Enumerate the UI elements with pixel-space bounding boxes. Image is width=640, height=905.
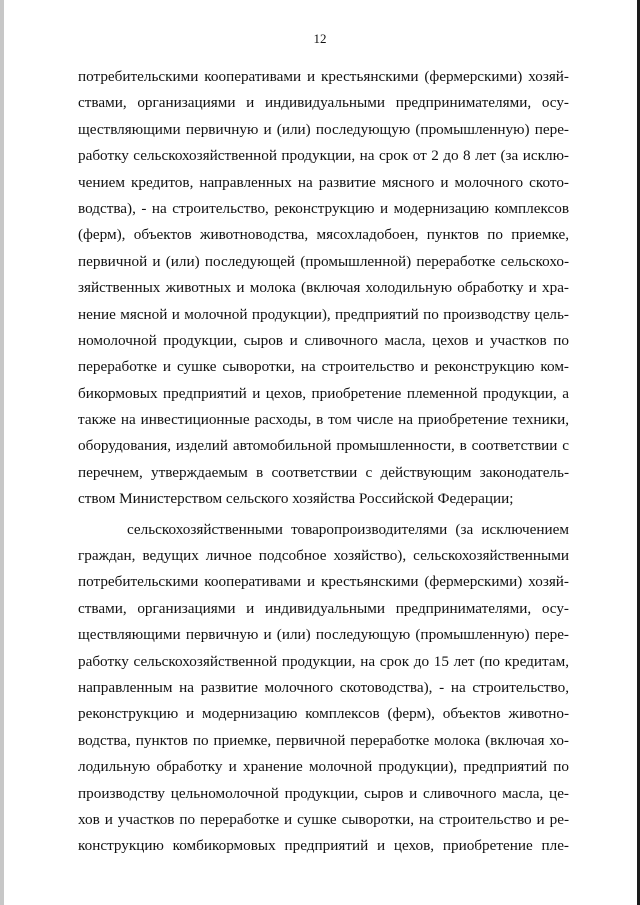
text-line: также на инвестиционные расходы, в том числе на приобретение техники, <box>78 411 569 429</box>
text-line: потребительскими кооперативами и крестьянскими (фермерскими) хозяй- <box>78 68 569 85</box>
text-line: водства, пунктов по приемке, первичной переработке молока (включая хо- <box>78 731 569 749</box>
text-line: хов и участков по переработке и сушке сыворотки, на строительство и ре- <box>78 810 569 828</box>
text-line: реконструкцию и модернизацию комплексов (ферм), объектов животно- <box>78 705 569 723</box>
text-line: направленным на развитие молочного скотоводства), - на строительство, <box>78 678 569 696</box>
text-line: граждан, ведущих личное подсобное хозяйство), сельскохозяйственными <box>78 547 569 565</box>
text-line: (ферм), объектов животноводства, мясохладобоен, пунктов по приемке, <box>78 226 569 244</box>
text-line: номолочной продукции, сыров и сливочного масла, цехов и участков по <box>78 331 569 349</box>
paragraph-2 <box>78 517 569 860</box>
text-line: перечнем, утверждаемым в соответствии с действующим законодатель- <box>78 463 569 481</box>
text-line: нение мясной и молочной продукции), предприятий по производству цель- <box>78 305 569 323</box>
text-line: работку сельскохозяйственной продукции, на срок до 15 лет (по кредитам, <box>78 652 569 670</box>
text-line: работку сельскохозяйственной продукции, на срок от 2 до 8 лет (за исклю- <box>78 147 569 165</box>
text-line: ществляющими первичную и (или) последующую (промышленную) пере- <box>78 626 569 644</box>
text-line: потребительскими кооперативами и крестьянскими (фермерскими) хозяй- <box>78 573 569 591</box>
text-line: переработке и сушке сыворотки, на строительство и реконструкцию ком- <box>78 358 569 376</box>
text-line: зяйственных животных и молока (включая холодильную обработку и хра- <box>78 279 569 297</box>
document-body <box>78 64 569 860</box>
text-line: ществляющими первичную и (или) последующую (промышленную) пере- <box>78 120 569 138</box>
text-line: первичной и (или) последующей (промышленной) переработке сельскохо- <box>78 252 569 270</box>
text-line: сельскохозяйственными товаропроизводителями (за исключением <box>127 520 569 538</box>
text-line: конструкцию комбикормовых предприятий и цехов, приобретение пле- <box>78 837 569 855</box>
text-line: производству цельномолочной продукции, сыров и сливочного масла, це- <box>78 784 569 802</box>
text-line: водства), - на строительство, реконструкцию и модернизацию комплексов <box>78 199 569 217</box>
text-line: бикормовых предприятий и цехов, приобретение племенной продукции, а <box>78 384 569 402</box>
page-number: 12 <box>313 31 327 46</box>
text-line: лодильную обработку и хранение молочной продукции), предприятий по <box>78 758 569 776</box>
text-line: ствами, организациями и индивидуальными предпринимателями, осу- <box>78 94 569 112</box>
text-line: оборудования, изделий автомобильной промышленности, в соответствии с <box>78 437 569 455</box>
text-line: ством Министерством сельского хозяйства Российской Федерации; <box>78 490 514 508</box>
text-line: ствами, организациями и индивидуальными предпринимателями, осу- <box>78 599 569 617</box>
scan-edge-left <box>0 0 4 905</box>
text-line: чением кредитов, направленных на развитие мясного и молочного ското- <box>78 173 569 191</box>
paragraph-1 <box>78 64 569 513</box>
